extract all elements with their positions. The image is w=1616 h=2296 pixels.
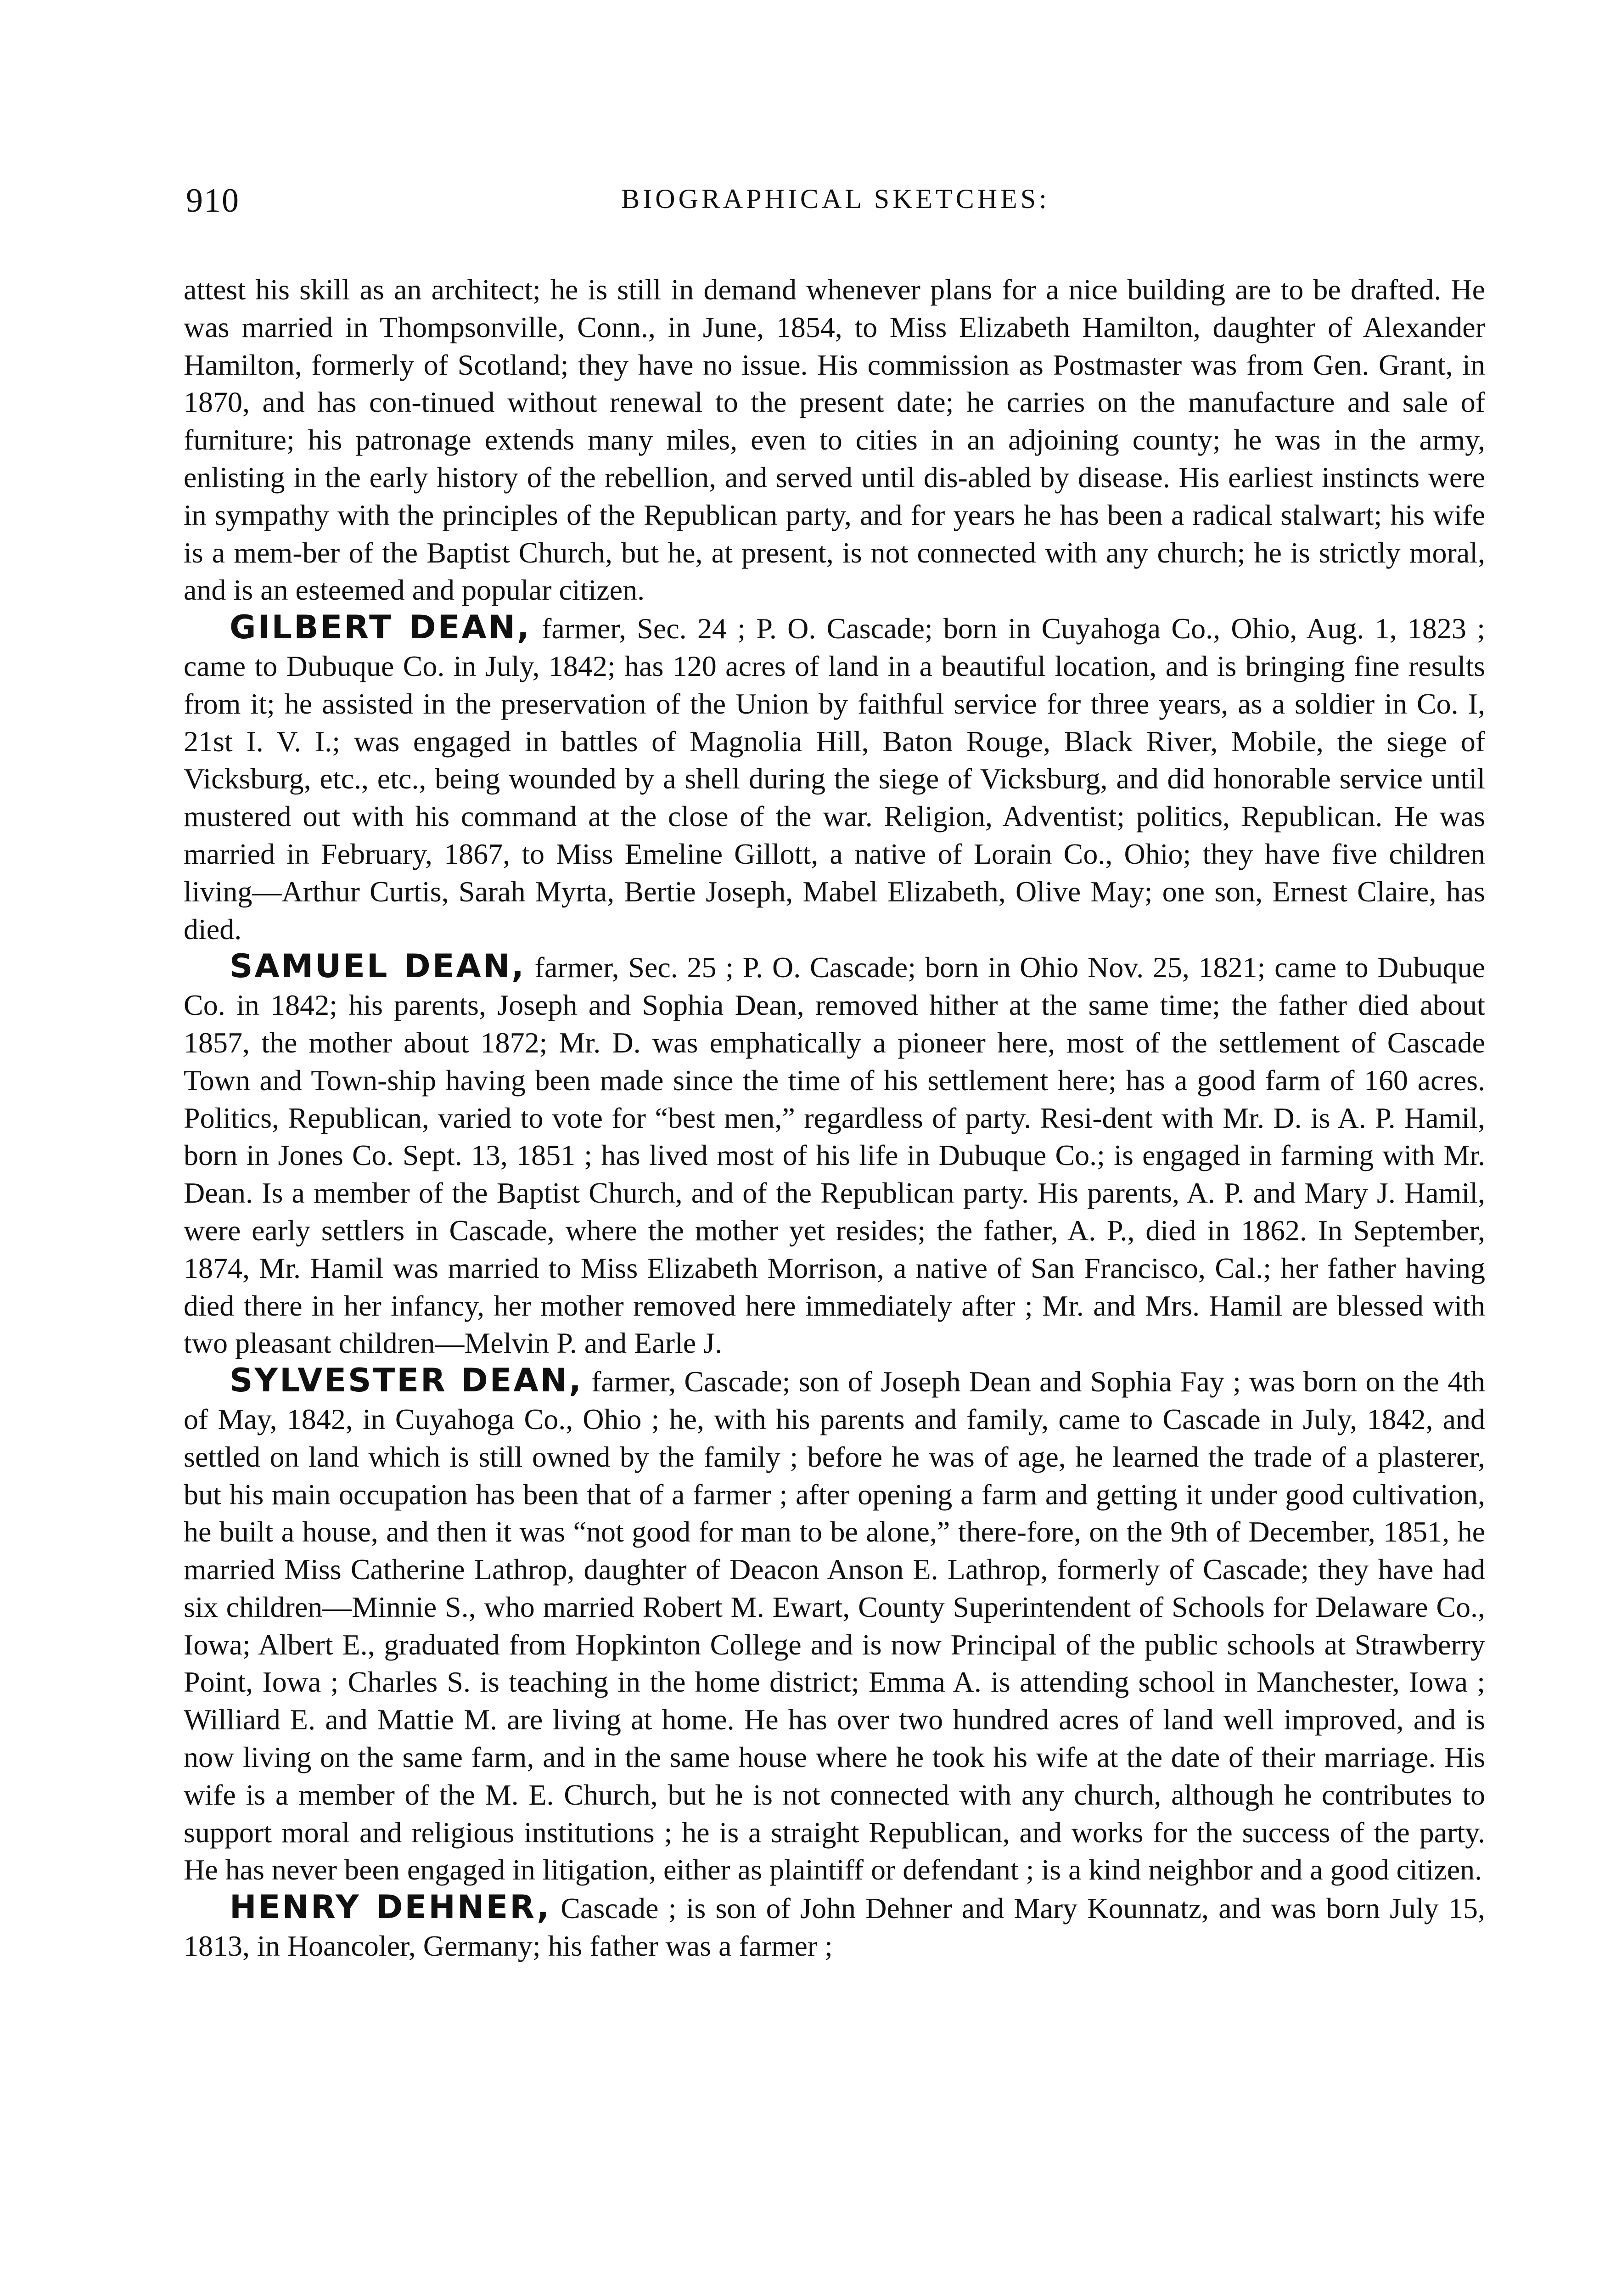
subject-name: GILBERT DEAN, <box>230 608 531 647</box>
body-text <box>184 271 1485 1965</box>
sketch-text: Cascade ; is son of John Dehner and Mary Kounnatz, and was born July 15, 1813, in Hoancoler, Germany; his father was a farmer ; <box>184 1892 1486 1963</box>
subject-name: HENRY DEHNER, <box>230 1888 551 1926</box>
sketch-text: farmer, Sec. 24 ; P. O. Cascade; born in Cuyahoga Co., Ohio, Aug. 1, 1823 ; came to Dubuque Co. in July, 1842; has 120 acres of land in a beautiful location, and is bringing fine results from it; he assisted in the preservation of the Union by faithful service for three years, as a soldier in Co. I, 21st I. V. I.; was engaged in battles of Magnolia Hill, Baton Rouge, Black River, Mobile, the siege of Vicksburg, etc., etc., being wounded by a shell during the siege of Vicksburg, and did honorable service until mustered out with his command at the close of the war. Religion, Adventist; politics, Republican. He was married in February, 1867, to Miss Emeline Gillott, a native of Lorain Co., Ohio; they have five children living—Arthur Curtis, Sarah Myrta, Bertie Joseph, Mabel Elizabeth, Olive May; one son, Ernest Claire, has died. <box>184 612 1485 945</box>
sketch-text: farmer, Cascade; son of Joseph Dean and Sophia Fay ; was born on the 4th of May, 1842, in Cuyahoga Co., Ohio ; he, with his parents and family, came to Cascade in July, 1842, and settled on land which is still owned by the family ; before he was of age, he learned the trade of a plasterer, but his main occupation has been that of a farmer ; after opening a farm and getting it under good cultivation, he built a house, and then it was “not good for man to be alone,” there-fore, on the 9th of December, 1851, he married Miss Catherine Lathrop, daughter of Deacon Anson E. Lathrop, formerly of Cascade; they have had six children—Minnie S., who married Robert M. Ewart, County Superintendent of Schools for Delaware Co., Iowa; Albert E., graduated from Hopkinton College and is now Principal of the public schools at Strawberry Point, Iowa ; Charles S. is teaching in the home district; Emma A. is attending school in Manchester, Iowa ; Williard E. and Mattie M. are living at home. He has over two hundred acres of land well improved, and is now living on the same farm, and in the same house where he took his wife at the date of their marriage. His wife is a member of the M. E. Church, but he is not connected with any church, although he contributes to support moral and religious institutions ; he is a straight Republican, and works for the success of the party. He has never been engaged in litigation, either as plaintiff or defendant ; is a kind neighbor and a good citizen. <box>184 1365 1486 1886</box>
page-number: 910 <box>186 182 240 219</box>
intro-paragraph: attest his skill as an architect; he is still in demand whenever plans for a nice building are to be drafted. He was married in Thompsonville, Conn., in June, 1854, to Miss Elizabeth Hamilton, daughter of Alexander Hamilton, formerly of Scotland; they have no issue. His commission as Postmaster was from Gen. Grant, in 1870, and has con-tinued without renewal to the present date; he carries on the manufacture and sale of furniture; his patronage extends many miles, even to cities in an adjoining county; he was in the army, enlisting in the early history of the rebellion, and served until dis-abled by disease. His earliest instincts were in sympathy with the principles of the Republican party, and for years he has been a radical stalwart; his wife is a mem-ber of the Baptist Church, but he, at present, is not connected with any church; he is strictly moral, and is an esteemed and popular citizen. <box>184 273 1485 607</box>
sketch-samuel-dean <box>184 948 1485 1362</box>
sketch-text: farmer, Sec. 25 ; P. O. Cascade; born in Ohio Nov. 25, 1821; came to Dubuque Co. in 1842; his parents, Joseph and Sophia Dean, removed hither at the same time; the father died about 1857, the mother about 1872; Mr. D. was emphatically a pioneer here, most of the settlement of Cascade Town and Town-ship having been made since the time of his settlement here; has a good farm of 160 acres. Politics, Republican, varied to vote for “best men,” regardless of party. Resi-dent with Mr. D. is A. P. Hamil, born in Jones Co. Sept. 13, 1851 ; has lived most of his life in Dubuque Co.; is engaged in farming with Mr. Dean. Is a member of the Baptist Church, and of the Republican party. His parents, A. P. and Mary J. Hamil, were early settlers in Cascade, where the mother yet resides; the father, A. P., died in 1862. In September, 1874, Mr. Hamil was married to Miss Elizabeth Morrison, a native of San Francisco, Cal.; her father having died there in her infancy, her mother removed here immediately after ; Mr. and Mrs. Hamil are blessed with two pleasant children—Melvin P. and Earle J. <box>184 951 1486 1360</box>
running-title: BIOGRAPHICAL SKETCHES: <box>621 184 1050 214</box>
subject-name: SAMUEL DEAN, <box>230 947 526 985</box>
sketch-sylvester-dean <box>184 1362 1485 1889</box>
sketch-gilbert-dean <box>184 609 1485 948</box>
subject-name: SYLVESTER DEAN, <box>230 1362 583 1400</box>
page-header <box>186 181 1485 223</box>
sketch-henry-dehner <box>184 1889 1485 1965</box>
